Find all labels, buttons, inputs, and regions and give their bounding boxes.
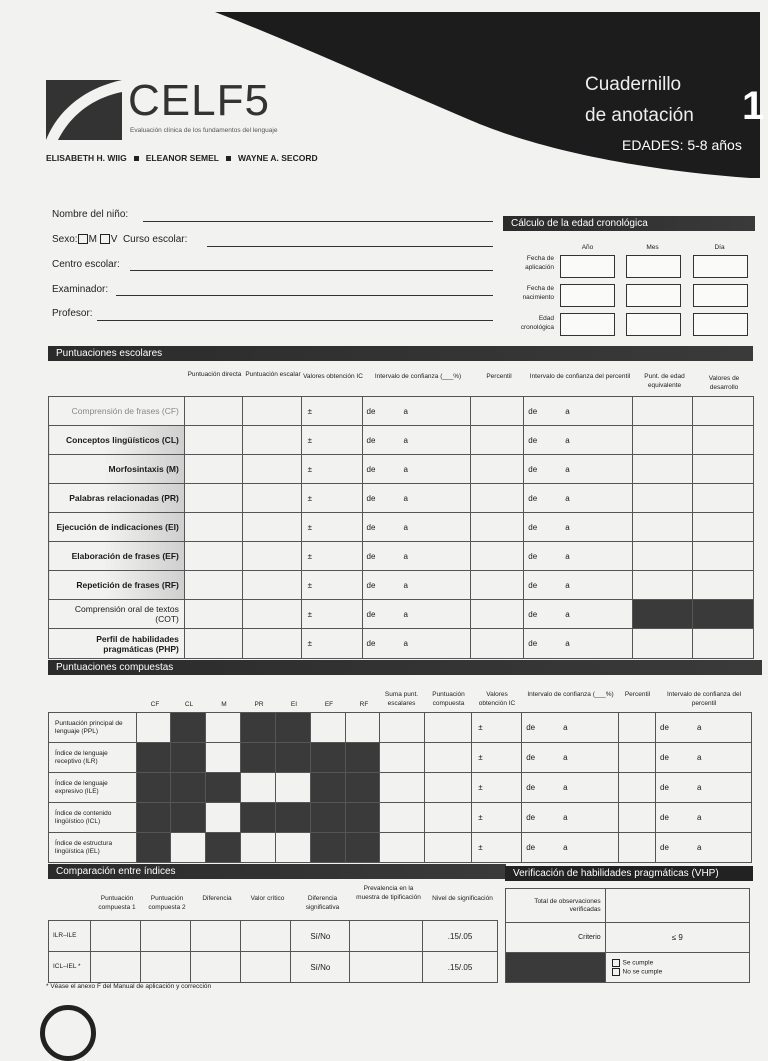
composite-header: Suma punt. escalares bbox=[384, 691, 419, 707]
vhp-table bbox=[505, 888, 750, 983]
age-input-app-day[interactable] bbox=[693, 255, 748, 278]
scores-ic-cell[interactable]: ± bbox=[301, 600, 362, 629]
comparison-header: Nivel de significación bbox=[432, 895, 493, 902]
vhp-total-cell[interactable] bbox=[605, 889, 749, 923]
comparison-header: Diferencia significativa bbox=[305, 895, 340, 911]
composite-input-cell[interactable] bbox=[380, 803, 425, 833]
composite-subtest-header: CL bbox=[184, 701, 194, 708]
scores-interval-cell[interactable]: de a bbox=[362, 571, 471, 600]
age-col-month: Mes bbox=[646, 244, 659, 251]
composite-shaded-cell bbox=[310, 743, 345, 773]
comparison-header: Prevalencia en la muestra de tipificación bbox=[356, 885, 421, 901]
scores-interval-cell[interactable]: de a bbox=[524, 542, 633, 571]
scores-table bbox=[48, 396, 754, 659]
scores-row bbox=[49, 426, 754, 455]
logo-subtitle: Evaluación clínica de los fundamentos del lenguaje bbox=[130, 127, 278, 134]
composite-interval-cell[interactable]: de a bbox=[522, 803, 619, 833]
scores-ic-cell[interactable]: ± bbox=[301, 397, 362, 426]
scores-row bbox=[49, 513, 754, 542]
scores-ic-cell[interactable]: ± bbox=[301, 484, 362, 513]
composite-shaded-cell bbox=[170, 713, 205, 743]
scores-input-cell[interactable] bbox=[242, 484, 301, 513]
composite-ic-cell[interactable]: ± bbox=[472, 743, 522, 773]
scores-input-cell[interactable] bbox=[693, 571, 754, 600]
scores-input-cell[interactable] bbox=[693, 542, 754, 571]
composite-subtest-cell[interactable] bbox=[345, 713, 380, 743]
label-profesor: Profesor: bbox=[52, 308, 93, 319]
composite-ic-cell[interactable]: ± bbox=[472, 713, 522, 743]
composite-interval-cell[interactable]: de a bbox=[522, 743, 619, 773]
authors bbox=[46, 153, 318, 163]
composite-shaded-cell bbox=[310, 803, 345, 833]
comparison-input-cell[interactable] bbox=[190, 952, 240, 983]
scores-interval-cell[interactable]: de a bbox=[524, 513, 633, 542]
scores-input-cell[interactable] bbox=[693, 397, 754, 426]
vhp-title: Verificación de habilidades pragmáticas (VHP) bbox=[505, 866, 753, 881]
scores-input-cell[interactable] bbox=[693, 629, 754, 659]
scores-input-cell[interactable] bbox=[184, 397, 242, 426]
age-input-age-day[interactable] bbox=[693, 313, 748, 336]
scores-row bbox=[49, 629, 754, 659]
comparison-header: Diferencia bbox=[202, 895, 232, 902]
composite-interval-cell[interactable]: de a bbox=[656, 833, 752, 863]
scores-row-label: Ejecución de indicaciones (EI) bbox=[49, 513, 185, 542]
composite-subtest-header: CF bbox=[150, 701, 160, 708]
composite-input-cell[interactable] bbox=[380, 773, 425, 803]
ages-label: EDADES: 5-8 años bbox=[622, 137, 742, 153]
scores-input-cell bbox=[633, 600, 693, 629]
scores-input-cell[interactable] bbox=[184, 571, 242, 600]
composite-shaded-cell bbox=[170, 743, 205, 773]
scores-ic-cell[interactable]: ± bbox=[301, 455, 362, 484]
scores-row-label: Elaboración de frases (EF) bbox=[49, 542, 185, 571]
scores-h-ic: Valores obtención IC bbox=[303, 373, 363, 380]
composite-row-label: Índice de lenguaje receptivo (ILR) bbox=[49, 743, 137, 773]
scores-row bbox=[49, 571, 754, 600]
scores-input-cell[interactable] bbox=[633, 397, 693, 426]
scores-input-cell[interactable] bbox=[184, 542, 242, 571]
composite-shaded-cell bbox=[275, 743, 310, 773]
vhp-criterio-value: ≤ 9 bbox=[605, 923, 749, 953]
scores-ic-cell[interactable]: ± bbox=[301, 629, 362, 659]
composite-table bbox=[48, 712, 752, 863]
comparison-sino-cell[interactable]: Sí/No bbox=[291, 952, 350, 983]
scores-input-cell[interactable] bbox=[242, 542, 301, 571]
composite-subtest-cell[interactable] bbox=[205, 743, 240, 773]
composite-shaded-cell bbox=[345, 803, 380, 833]
scores-interval-cell[interactable]: de a bbox=[524, 571, 633, 600]
vhp-total-label: Total de observaciones verificadas bbox=[506, 889, 606, 923]
scores-input-cell[interactable] bbox=[633, 455, 693, 484]
composite-row-label: Índice de lenguaje expresivo (ILE) bbox=[49, 773, 137, 803]
scores-interval-cell[interactable]: de a bbox=[362, 397, 471, 426]
label-examinador: Examinador: bbox=[52, 284, 109, 295]
scores-input-cell[interactable] bbox=[471, 455, 524, 484]
composite-subtest-cell[interactable] bbox=[240, 773, 275, 803]
scores-row-label: Conceptos lingüísticos (CL) bbox=[49, 426, 185, 455]
composite-interval-cell[interactable]: de a bbox=[522, 713, 619, 743]
scores-interval-cell[interactable]: de a bbox=[362, 455, 471, 484]
composite-shaded-cell bbox=[136, 743, 170, 773]
comparison-header: Valor crítico bbox=[250, 895, 285, 902]
scores-input-cell[interactable] bbox=[471, 426, 524, 455]
scores-interval-cell[interactable]: de a bbox=[362, 542, 471, 571]
checkbox-v[interactable] bbox=[100, 234, 110, 244]
comparison-title: Comparación entre índices bbox=[48, 864, 506, 879]
logo: CELF5 bbox=[128, 76, 270, 125]
composite-row bbox=[49, 743, 752, 773]
composite-row bbox=[49, 713, 752, 743]
footnote: * Véase el anexo F del Manual de aplicación y corrección bbox=[46, 983, 212, 990]
page-mark-icon bbox=[40, 1005, 96, 1061]
scores-input-cell[interactable] bbox=[693, 484, 754, 513]
scores-input-cell[interactable] bbox=[184, 513, 242, 542]
composite-ic-cell[interactable]: ± bbox=[472, 803, 522, 833]
composite-shaded-cell bbox=[345, 743, 380, 773]
age-col-day: Día bbox=[714, 244, 725, 251]
composite-interval-cell[interactable]: de a bbox=[656, 803, 752, 833]
scores-row bbox=[49, 484, 754, 513]
scores-input-cell[interactable] bbox=[184, 600, 242, 629]
composite-header: Puntuación compuesta bbox=[432, 691, 465, 707]
composite-subtest-header: PR bbox=[254, 701, 264, 708]
comparison-input-cell[interactable] bbox=[350, 952, 423, 983]
scores-h-intervalo: Intervalo de confianza (___%) bbox=[374, 373, 462, 380]
composite-row bbox=[49, 833, 752, 863]
scores-input-cell[interactable] bbox=[693, 513, 754, 542]
composite-input-cell[interactable] bbox=[619, 773, 656, 803]
scores-h-escalar: Puntuación escalar bbox=[245, 371, 301, 378]
age-input-birth-day[interactable] bbox=[693, 284, 748, 307]
scores-input-cell[interactable] bbox=[633, 513, 693, 542]
scores-h-directa: Puntuación directa bbox=[187, 371, 242, 378]
comparison-input-cell[interactable] bbox=[140, 921, 190, 952]
composite-subtest-cell[interactable] bbox=[310, 713, 345, 743]
composite-subtest-header: EI bbox=[290, 701, 298, 708]
composite-shaded-cell bbox=[240, 803, 275, 833]
checkbox-cumple[interactable] bbox=[612, 959, 620, 967]
scores-input-cell[interactable] bbox=[471, 397, 524, 426]
composite-shaded-cell bbox=[275, 803, 310, 833]
scores-input-cell[interactable] bbox=[242, 513, 301, 542]
comparison-row-label: ILR–ILE bbox=[49, 921, 91, 952]
scores-input-cell[interactable] bbox=[633, 571, 693, 600]
comparison-nivel-cell[interactable]: .15/.05 bbox=[423, 921, 498, 952]
author-2: ELEANOR SEMEL bbox=[145, 153, 219, 163]
composite-header: Intervalo de confianza (___%) bbox=[527, 691, 614, 698]
scores-interval-cell[interactable]: de a bbox=[524, 426, 633, 455]
label-curso: Curso escolar: bbox=[122, 234, 188, 245]
scores-input-cell[interactable] bbox=[471, 542, 524, 571]
scores-ic-cell[interactable]: ± bbox=[301, 513, 362, 542]
comparison-table bbox=[48, 920, 498, 983]
composite-shaded-cell bbox=[240, 713, 275, 743]
comparison-nivel-cell[interactable]: .15/.05 bbox=[423, 952, 498, 983]
composite-input-cell[interactable] bbox=[619, 743, 656, 773]
composite-input-cell[interactable] bbox=[425, 833, 472, 863]
label-sexo: Sexo: M V Curso escolar: bbox=[52, 234, 188, 245]
composite-subtest-header: EF bbox=[324, 701, 334, 708]
composite-subtest-header: RF bbox=[359, 701, 369, 708]
composite-input-cell[interactable] bbox=[619, 833, 656, 863]
age-row-aplicacion: Fecha de aplicación bbox=[525, 255, 554, 271]
comparison-sino-cell[interactable]: Sí/No bbox=[291, 921, 350, 952]
composite-header: Percentil bbox=[624, 691, 651, 698]
scores-interval-cell[interactable]: de a bbox=[524, 600, 633, 629]
comparison-input-cell[interactable] bbox=[190, 921, 240, 952]
composite-header: Valores obtención IC bbox=[478, 691, 516, 707]
scores-input-cell[interactable] bbox=[693, 455, 754, 484]
vhp-criterio-label: Criterio bbox=[506, 923, 606, 953]
input-profesor[interactable] bbox=[97, 320, 493, 321]
composite-subtest-cell[interactable] bbox=[136, 713, 170, 743]
checkbox-no-cumple[interactable] bbox=[612, 968, 620, 976]
scores-input-cell[interactable] bbox=[633, 484, 693, 513]
scores-row-label: Comprensión de frases (CF) bbox=[49, 397, 185, 426]
scores-row-label: Morfosintaxis (M) bbox=[49, 455, 185, 484]
composite-subtest-cell[interactable] bbox=[275, 833, 310, 863]
scores-input-cell[interactable] bbox=[242, 600, 301, 629]
scores-interval-cell[interactable]: de a bbox=[524, 629, 633, 659]
composite-input-cell[interactable] bbox=[425, 773, 472, 803]
composite-row-label: Puntuación principal de lenguaje (PPL) bbox=[49, 713, 137, 743]
scores-h-int-percentil: Intervalo de confianza del percentil bbox=[529, 373, 631, 380]
composite-title: Puntuaciones compuestas bbox=[48, 660, 762, 675]
scores-interval-cell[interactable]: de a bbox=[524, 397, 633, 426]
scores-input-cell[interactable] bbox=[693, 426, 754, 455]
age-calc-title: Cálculo de la edad cronológica bbox=[503, 216, 755, 231]
scores-interval-cell[interactable]: de a bbox=[362, 629, 471, 659]
scores-h-percentil: Percentil bbox=[486, 373, 512, 380]
comparison-row bbox=[49, 921, 498, 952]
composite-subtest-cell[interactable] bbox=[205, 713, 240, 743]
comparison-input-cell[interactable] bbox=[240, 952, 291, 983]
scores-row bbox=[49, 455, 754, 484]
scores-interval-cell[interactable]: de a bbox=[524, 455, 633, 484]
composite-shaded-cell bbox=[205, 773, 240, 803]
comparison-row bbox=[49, 952, 498, 983]
composite-row-label: Índice de contenido lingüístico (ICL) bbox=[49, 803, 137, 833]
scores-input-cell[interactable] bbox=[633, 629, 693, 659]
composite-shaded-cell bbox=[170, 773, 205, 803]
scores-row bbox=[49, 542, 754, 571]
scores-input-cell[interactable] bbox=[471, 484, 524, 513]
scores-input-cell[interactable] bbox=[184, 426, 242, 455]
scores-title: Puntuaciones escolares bbox=[48, 346, 753, 361]
scores-interval-cell[interactable]: de a bbox=[362, 600, 471, 629]
composite-subtest-header: M bbox=[221, 701, 227, 708]
scores-interval-cell[interactable]: de a bbox=[362, 513, 471, 542]
scores-input-cell[interactable] bbox=[471, 513, 524, 542]
composite-input-cell[interactable] bbox=[425, 803, 472, 833]
scores-row-label: Repetición de frases (RF) bbox=[49, 571, 185, 600]
scores-row-label: Comprensión oral de textos (COT) bbox=[49, 600, 185, 629]
title-line-1: Cuadernillo bbox=[585, 74, 682, 95]
booklet-number: 1 bbox=[742, 84, 765, 128]
scores-ic-cell[interactable]: ± bbox=[301, 426, 362, 455]
composite-shaded-cell bbox=[170, 803, 205, 833]
scores-row-label: Perfil de habilidades pragmáticas (PHP) bbox=[49, 629, 185, 659]
scores-h-desarrollo: Valores de desarrollo bbox=[708, 375, 740, 391]
scores-input-cell[interactable] bbox=[471, 600, 524, 629]
age-input-age-year[interactable] bbox=[560, 313, 615, 336]
comparison-input-cell[interactable] bbox=[140, 952, 190, 983]
composite-input-cell[interactable] bbox=[380, 833, 425, 863]
title-line-2: de anotación bbox=[585, 105, 694, 126]
composite-interval-cell[interactable]: de a bbox=[656, 743, 752, 773]
label-centro: Centro escolar: bbox=[52, 259, 120, 270]
input-curso[interactable] bbox=[207, 246, 493, 247]
comparison-input-cell[interactable] bbox=[90, 921, 140, 952]
scores-input-cell[interactable] bbox=[633, 426, 693, 455]
author-3: WAYNE A. SECORD bbox=[237, 153, 318, 163]
composite-shaded-cell bbox=[310, 773, 345, 803]
composite-input-cell[interactable] bbox=[380, 743, 425, 773]
scores-input-cell bbox=[693, 600, 754, 629]
scores-input-cell[interactable] bbox=[242, 426, 301, 455]
composite-row bbox=[49, 803, 752, 833]
scores-ic-cell[interactable]: ± bbox=[301, 571, 362, 600]
age-row-edad: Edad cronológica bbox=[520, 315, 554, 331]
scores-input-cell[interactable] bbox=[242, 571, 301, 600]
scores-row-label: Palabras relacionadas (PR) bbox=[49, 484, 185, 513]
vhp-shaded-cell bbox=[506, 953, 606, 983]
input-nombre[interactable] bbox=[143, 221, 493, 222]
composite-input-cell[interactable] bbox=[425, 713, 472, 743]
age-input-birth-year[interactable] bbox=[560, 284, 615, 307]
label-nombre: Nombre del niño: bbox=[52, 209, 129, 220]
scores-input-cell[interactable] bbox=[471, 629, 524, 659]
scores-interval-cell[interactable]: de a bbox=[362, 484, 471, 513]
comparison-header: Puntuación compuesta 2 bbox=[148, 895, 186, 911]
composite-shaded-cell bbox=[136, 833, 170, 863]
scores-interval-cell[interactable]: de a bbox=[362, 426, 471, 455]
scores-input-cell[interactable] bbox=[184, 629, 242, 659]
scores-input-cell[interactable] bbox=[633, 542, 693, 571]
comparison-input-cell[interactable] bbox=[240, 921, 291, 952]
composite-interval-cell[interactable]: de a bbox=[656, 713, 752, 743]
composite-input-cell[interactable] bbox=[619, 803, 656, 833]
comparison-header: Puntuación compuesta 1 bbox=[98, 895, 136, 911]
composite-subtest-cell[interactable] bbox=[240, 833, 275, 863]
age-input-app-year[interactable] bbox=[560, 255, 615, 278]
author-1: ELISABETH H. WIIG bbox=[46, 153, 127, 163]
scores-input-cell[interactable] bbox=[184, 484, 242, 513]
scores-input-cell[interactable] bbox=[242, 397, 301, 426]
composite-row bbox=[49, 773, 752, 803]
scores-input-cell[interactable] bbox=[471, 571, 524, 600]
comparison-input-cell[interactable] bbox=[350, 921, 423, 952]
composite-shaded-cell bbox=[205, 833, 240, 863]
composite-ic-cell[interactable]: ± bbox=[472, 773, 522, 803]
composite-row-label: Índice de estructura lingüística (IEL) bbox=[49, 833, 137, 863]
composite-input-cell[interactable] bbox=[619, 713, 656, 743]
composite-shaded-cell bbox=[345, 833, 380, 863]
age-col-year: Año bbox=[581, 244, 594, 251]
scores-h-edad-eq: Punt. de edad equivalente bbox=[644, 373, 685, 389]
composite-input-cell[interactable] bbox=[380, 713, 425, 743]
input-centro[interactable] bbox=[130, 270, 493, 271]
composite-shaded-cell bbox=[345, 773, 380, 803]
scores-input-cell[interactable] bbox=[184, 455, 242, 484]
age-input-app-month[interactable] bbox=[626, 255, 681, 278]
checkbox-m[interactable] bbox=[78, 234, 88, 244]
input-examinador[interactable] bbox=[116, 295, 493, 296]
composite-shaded-cell bbox=[136, 773, 170, 803]
composite-subtest-cell[interactable] bbox=[170, 833, 205, 863]
composite-shaded-cell bbox=[275, 713, 310, 743]
comparison-row-label: ICL–IEL * bbox=[49, 952, 91, 983]
comparison-input-cell[interactable] bbox=[90, 952, 140, 983]
scores-row bbox=[49, 600, 754, 629]
age-row-nacimiento: Fecha de nacimiento bbox=[522, 285, 554, 301]
composite-shaded-cell bbox=[240, 743, 275, 773]
composite-interval-cell[interactable]: de a bbox=[522, 833, 619, 863]
composite-subtest-cell[interactable] bbox=[275, 773, 310, 803]
age-input-age-month[interactable] bbox=[626, 313, 681, 336]
composite-shaded-cell bbox=[136, 803, 170, 833]
age-input-birth-month[interactable] bbox=[626, 284, 681, 307]
composite-ic-cell[interactable]: ± bbox=[472, 833, 522, 863]
composite-input-cell[interactable] bbox=[425, 743, 472, 773]
composite-header: Intervalo de confianza del percentil bbox=[666, 691, 742, 707]
composite-shaded-cell bbox=[310, 833, 345, 863]
composite-interval-cell[interactable]: de a bbox=[522, 773, 619, 803]
scores-ic-cell[interactable]: ± bbox=[301, 542, 362, 571]
composite-interval-cell[interactable]: de a bbox=[656, 773, 752, 803]
composite-subtest-cell[interactable] bbox=[205, 803, 240, 833]
vhp-cumple-options: Se cumple No se cumple bbox=[605, 953, 749, 983]
scores-interval-cell[interactable]: de a bbox=[524, 484, 633, 513]
scores-row bbox=[49, 397, 754, 426]
scores-input-cell[interactable] bbox=[242, 629, 301, 659]
scores-input-cell[interactable] bbox=[242, 455, 301, 484]
